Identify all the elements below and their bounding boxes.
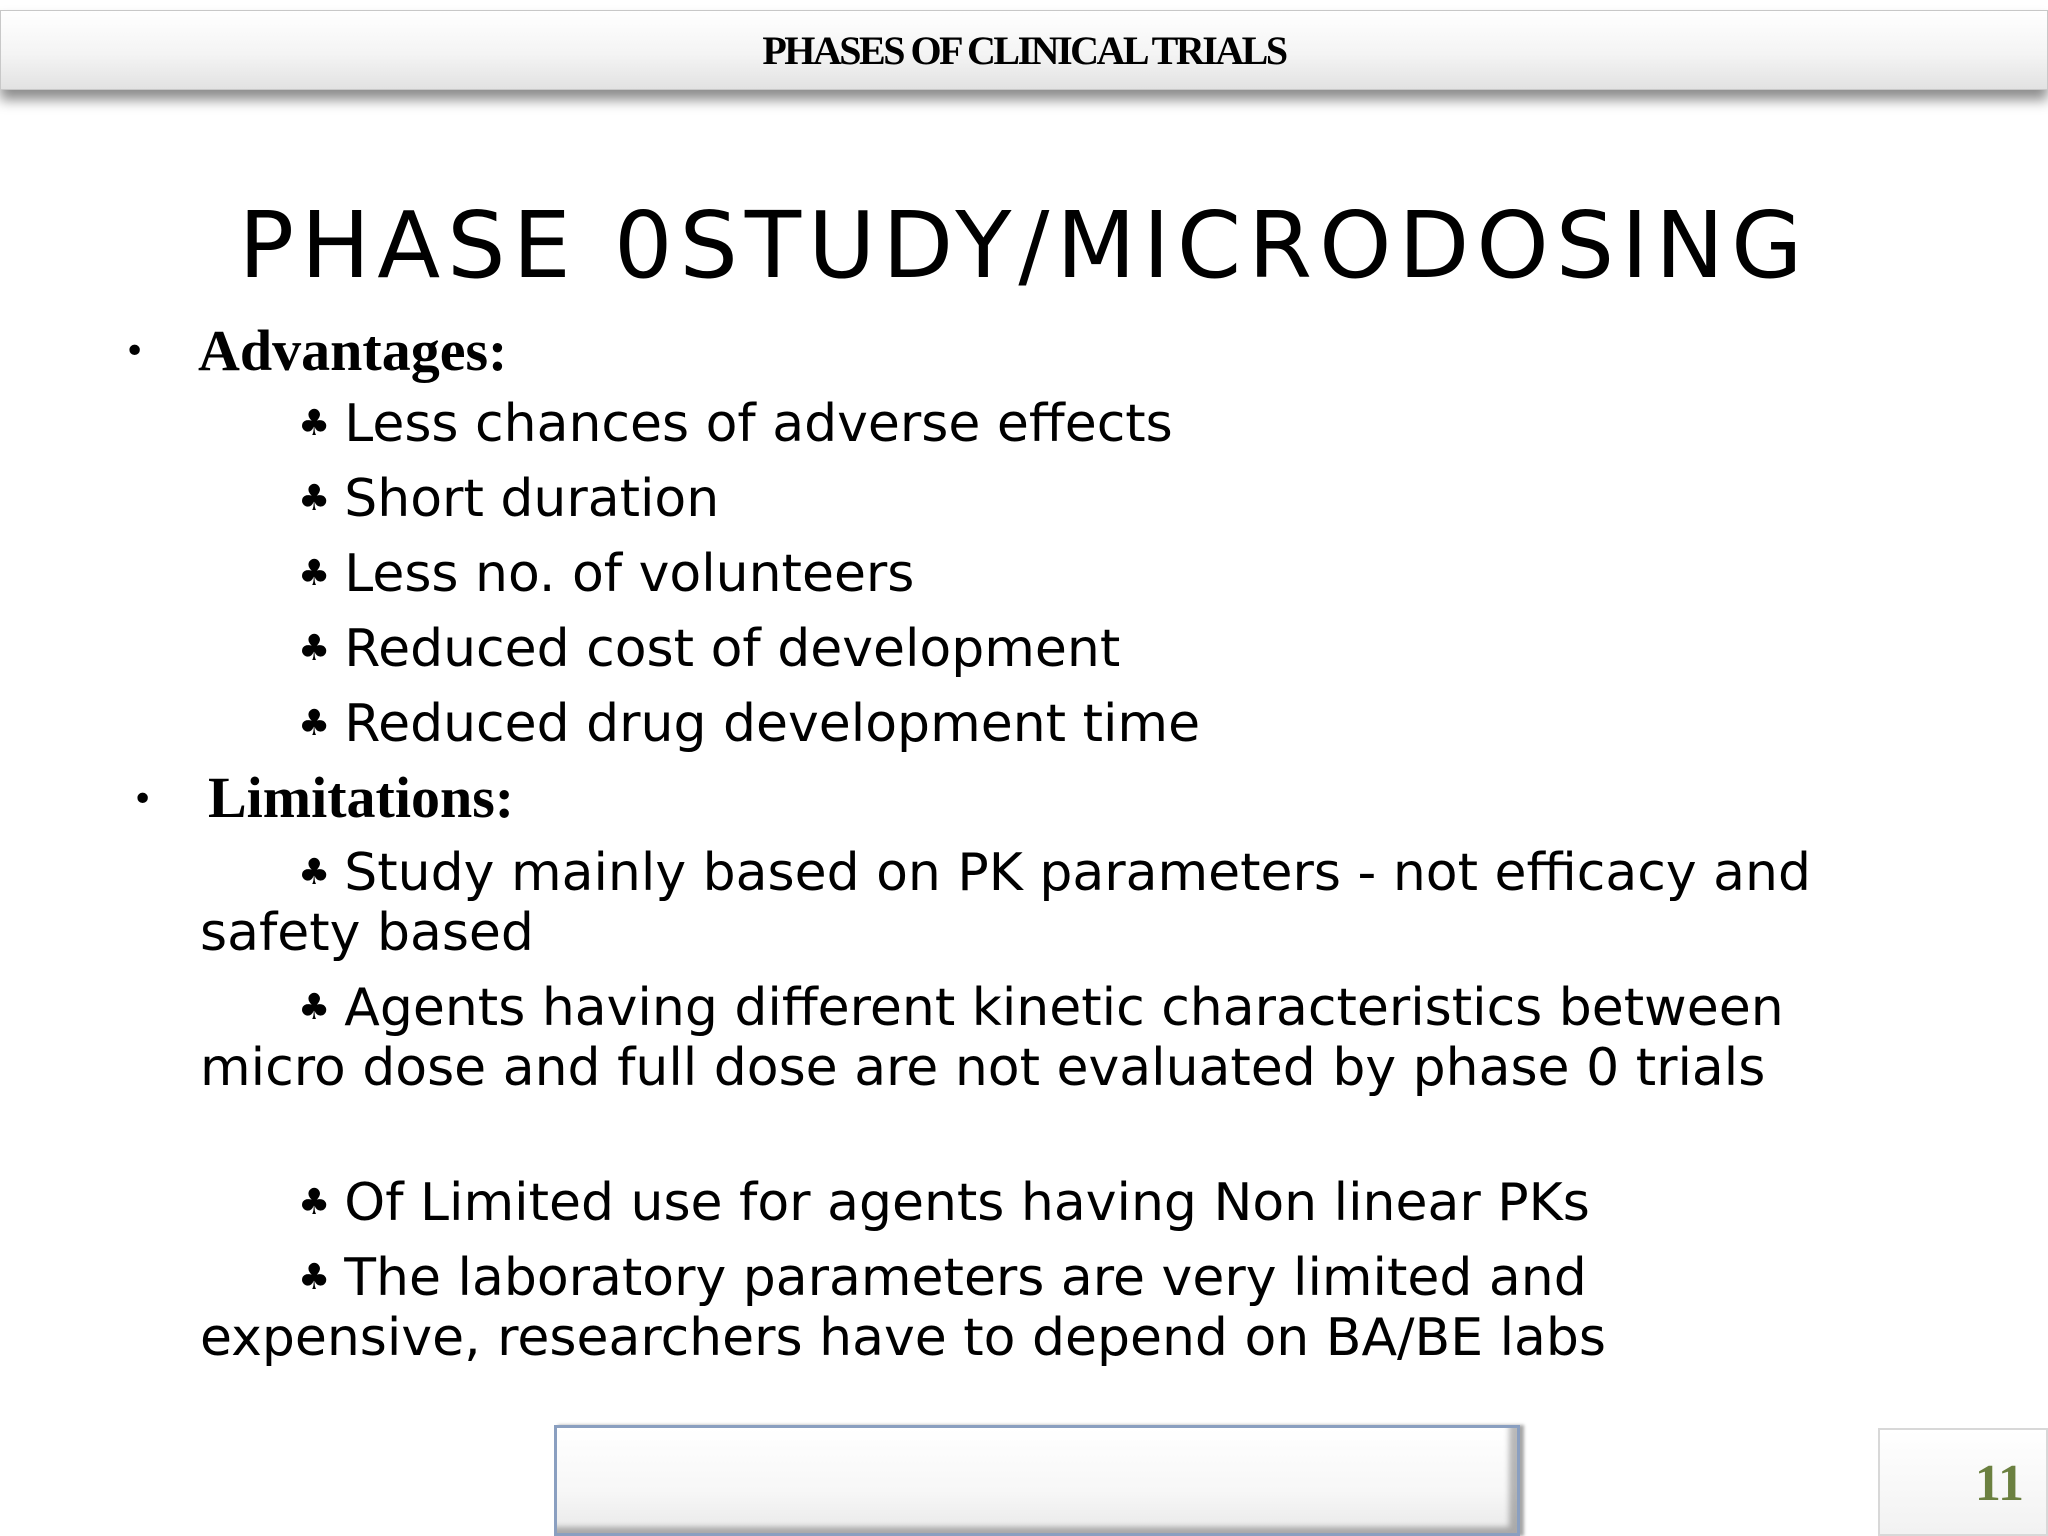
slide-title: PHASE 0STUDY/MICRODOSING xyxy=(238,191,1810,299)
advantage-item-text: Reduced drug development time xyxy=(344,694,1201,754)
limitation-item xyxy=(200,1173,1860,1233)
advantage-item xyxy=(298,619,1958,679)
advantage-item-text: Reduced cost of development xyxy=(344,619,1121,679)
club-icon: ♣ xyxy=(298,1182,331,1223)
page-number: 11 xyxy=(1974,1455,2024,1512)
club-icon: ♣ xyxy=(298,987,331,1028)
limitation-item xyxy=(200,843,1860,963)
limitation-item-text: Study mainly based on PK parameters - not efficacy and safety based xyxy=(200,843,1811,963)
club-icon: ♣ xyxy=(298,478,331,519)
advantages-bullet-icon: • xyxy=(124,331,146,372)
limitation-item xyxy=(200,1248,1860,1368)
advantage-item xyxy=(298,394,1958,454)
advantage-item xyxy=(298,694,1958,754)
club-icon: ♣ xyxy=(298,628,331,669)
limitation-item-text: Agents having different kinetic characteristics between micro dose and full dose are not evaluated by phase 0 trials xyxy=(200,978,1784,1098)
advantage-item xyxy=(298,544,1958,604)
advantages-heading: Advantages: xyxy=(198,318,508,383)
club-icon: ♣ xyxy=(298,403,331,444)
advantage-item xyxy=(298,469,1958,529)
limitations-bullet-icon: • xyxy=(132,779,154,820)
limitation-item xyxy=(200,978,1860,1098)
limitation-item-text: Of Limited use for agents having Non linear PKs xyxy=(344,1173,1590,1233)
advantage-item-text: Less no. of volunteers xyxy=(344,544,915,604)
header-title: PHASES OF CLINICAL TRIALS xyxy=(762,28,1286,73)
footer-box xyxy=(554,1425,1520,1536)
limitation-item-text: The laboratory parameters are very limited and expensive, researchers have to depend on BA/BE labs xyxy=(200,1248,1607,1368)
club-icon: ♣ xyxy=(298,852,331,893)
club-icon: ♣ xyxy=(298,553,331,594)
advantage-item-text: Short duration xyxy=(344,469,720,529)
limitations-heading: Limitations: xyxy=(208,765,515,830)
advantage-item-text: Less chances of adverse effects xyxy=(344,394,1173,454)
club-icon: ♣ xyxy=(298,703,331,744)
page-number-box xyxy=(1878,1428,2048,1536)
header-bar xyxy=(0,10,2048,90)
club-icon: ♣ xyxy=(298,1257,331,1298)
